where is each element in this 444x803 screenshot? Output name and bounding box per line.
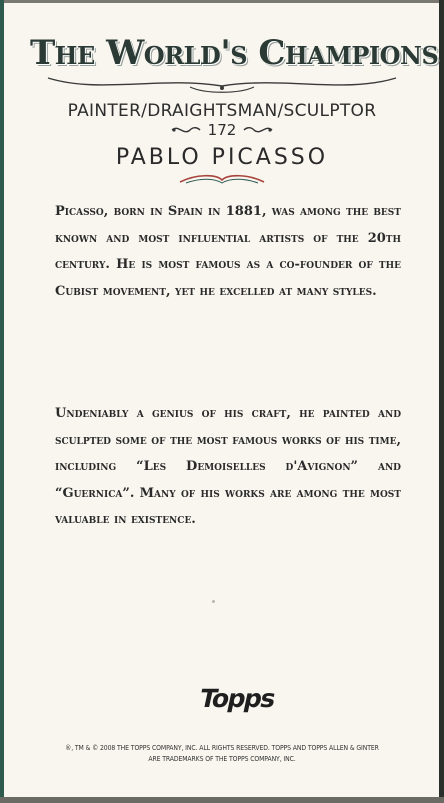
topps-logo [196, 680, 278, 718]
svg-text:Topps: Topps [196, 684, 278, 713]
legal-line-1: ®, TM & © 2008 THE TOPPS COMPANY, INC. ALL RIGHTS RESERVED. TOPPS AND TOPPS ALLEN & GINTER [65, 743, 379, 752]
name-underline-ornament [176, 172, 268, 186]
card-edge-top [0, 0, 444, 3]
right-swirl-ornament-icon [242, 124, 274, 136]
occupation-subtitle: PAINTER/DRAIGHTSMAN/SCULPTOR [67, 101, 377, 121]
card-edge-bottom [0, 797, 444, 803]
card-edge-left [0, 0, 4, 803]
title-flourish-ornament [40, 72, 404, 98]
bio-paragraph-1: Picasso, born in Spain in 1881, was among the best known and most influential artists of the 20th century. He is most famous as a co-founder of the Cubist movement, yet he excelled at many styles. [55, 204, 401, 299]
card-number: 172 [207, 121, 237, 139]
card-number-row [160, 120, 284, 140]
series-title: The World's Champions [30, 33, 439, 73]
bio-paragraph-2: Undeniably a genius of his craft, he painted and sculpted some of the most famous works of his time, including “Les Demoiselles d'Avignon” and “Guernica”. Many of his works are among the most valuable in existence. [55, 406, 401, 527]
card-edge-right [439, 0, 444, 803]
legal-copyright-text [44, 742, 401, 764]
left-swirl-ornament-icon [170, 124, 202, 136]
print-speck [212, 600, 215, 603]
legal-line-2: ARE TRADEMARKS OF THE TOPPS COMPANY, INC. [148, 754, 296, 763]
subject-name: PABLO PICASSO [115, 145, 329, 170]
